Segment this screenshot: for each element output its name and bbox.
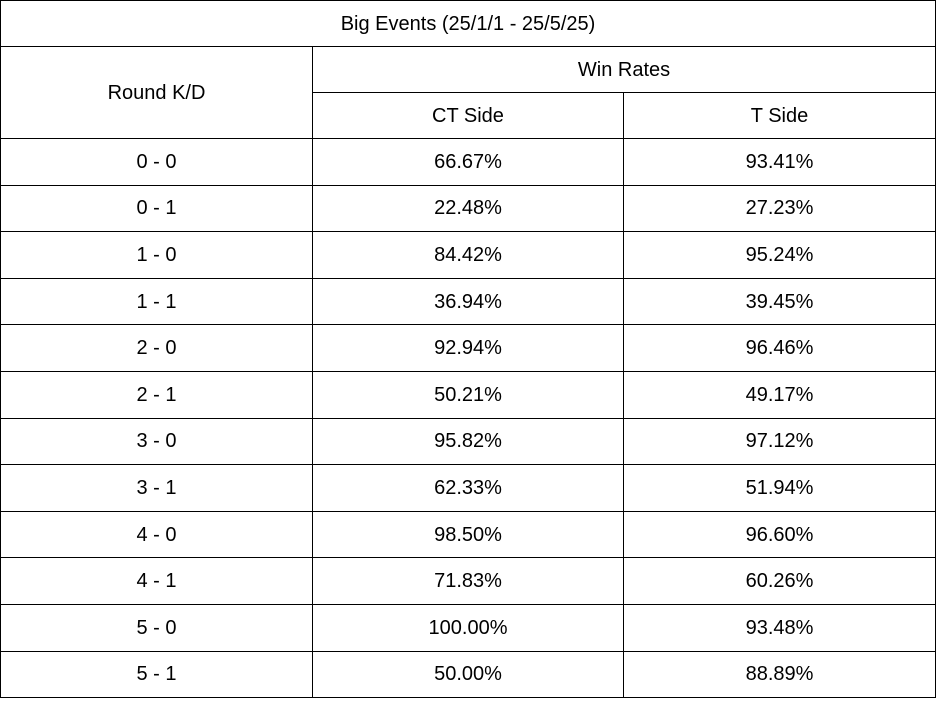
cell-round-kd: 1 - 0 xyxy=(1,232,313,279)
table-row xyxy=(1,418,936,465)
table-row xyxy=(1,465,936,512)
cell-round-kd: 1 - 1 xyxy=(1,278,313,325)
cell-t-win-rate: 93.48% xyxy=(624,604,936,651)
table-row xyxy=(1,185,936,232)
cell-round-kd: 2 - 1 xyxy=(1,371,313,418)
table-row xyxy=(1,558,936,605)
table-row xyxy=(1,651,936,698)
header-win-rates: Win Rates xyxy=(313,47,936,93)
cell-round-kd: 3 - 1 xyxy=(1,465,313,512)
cell-round-kd: 0 - 1 xyxy=(1,185,313,232)
cell-ct-win-rate: 84.42% xyxy=(313,232,624,279)
cell-t-win-rate: 88.89% xyxy=(624,651,936,698)
table-row xyxy=(1,278,936,325)
cell-t-win-rate: 51.94% xyxy=(624,465,936,512)
cell-ct-win-rate: 92.94% xyxy=(313,325,624,372)
cell-t-win-rate: 96.60% xyxy=(624,511,936,558)
cell-ct-win-rate: 22.48% xyxy=(313,185,624,232)
cell-t-win-rate: 39.45% xyxy=(624,278,936,325)
cell-ct-win-rate: 98.50% xyxy=(313,511,624,558)
cell-t-win-rate: 93.41% xyxy=(624,139,936,186)
header-ct-side: CT Side xyxy=(313,93,624,139)
table-row xyxy=(1,325,936,372)
cell-ct-win-rate: 66.67% xyxy=(313,139,624,186)
cell-round-kd: 5 - 1 xyxy=(1,651,313,698)
cell-t-win-rate: 60.26% xyxy=(624,558,936,605)
cell-round-kd: 3 - 0 xyxy=(1,418,313,465)
cell-t-win-rate: 97.12% xyxy=(624,418,936,465)
header-t-side: T Side xyxy=(624,93,936,139)
cell-round-kd: 5 - 0 xyxy=(1,604,313,651)
cell-t-win-rate: 95.24% xyxy=(624,232,936,279)
cell-t-win-rate: 96.46% xyxy=(624,325,936,372)
table-row xyxy=(1,511,936,558)
cell-ct-win-rate: 100.00% xyxy=(313,604,624,651)
cell-round-kd: 4 - 0 xyxy=(1,511,313,558)
table-row xyxy=(1,232,936,279)
table-row xyxy=(1,371,936,418)
table-body xyxy=(1,139,936,698)
table-row xyxy=(1,139,936,186)
cell-ct-win-rate: 71.83% xyxy=(313,558,624,605)
header-round-kd: Round K/D xyxy=(1,47,313,139)
cell-ct-win-rate: 36.94% xyxy=(313,278,624,325)
cell-round-kd: 4 - 1 xyxy=(1,558,313,605)
cell-ct-win-rate: 50.00% xyxy=(313,651,624,698)
cell-round-kd: 2 - 0 xyxy=(1,325,313,372)
cell-t-win-rate: 49.17% xyxy=(624,371,936,418)
cell-ct-win-rate: 62.33% xyxy=(313,465,624,512)
table-row xyxy=(1,604,936,651)
table-title: Big Events (25/1/1 - 25/5/25) xyxy=(1,1,936,47)
cell-ct-win-rate: 95.82% xyxy=(313,418,624,465)
cell-ct-win-rate: 50.21% xyxy=(313,371,624,418)
cell-t-win-rate: 27.23% xyxy=(624,185,936,232)
cell-round-kd: 0 - 0 xyxy=(1,139,313,186)
